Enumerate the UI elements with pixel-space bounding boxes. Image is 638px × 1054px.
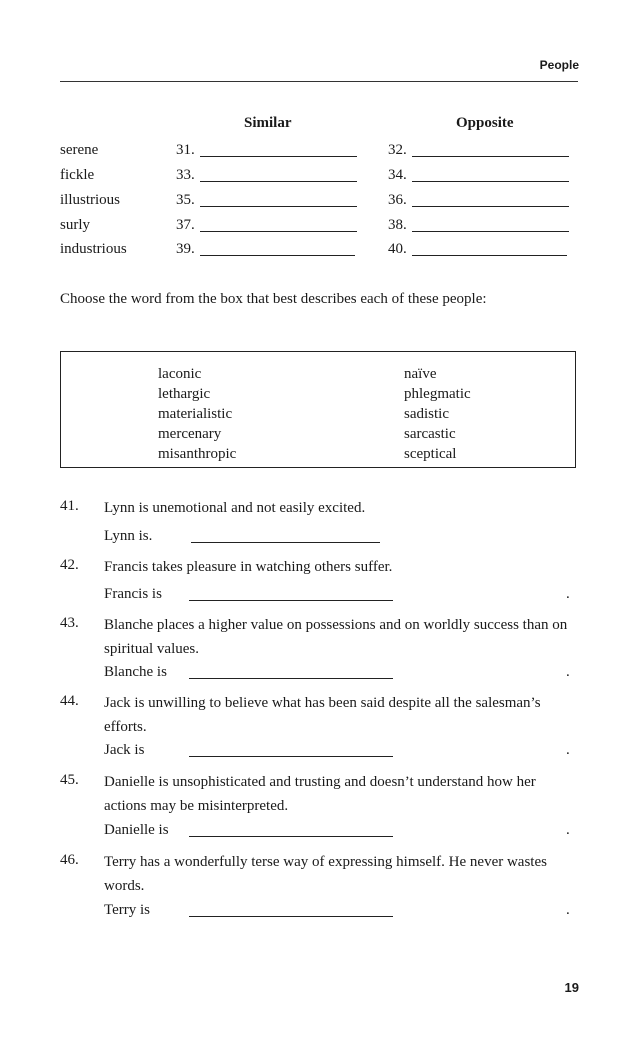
question-text: Blanche places a higher value on possessions and on worldly success than on spiritual values. [104,617,568,657]
question-number: 41. [60,498,79,514]
opposite-answer-blank[interactable] [412,206,569,207]
answer-prompt: Blanche is [104,664,167,680]
similar-answer-blank[interactable] [200,231,357,232]
answer-blank[interactable] [189,600,393,601]
question-number: 44. [60,693,79,709]
word-box-word: sarcastic [404,426,456,442]
answer-prompt: Terry is [104,902,151,918]
similar-item-number: 33. [176,167,195,183]
opposite-answer-blank[interactable] [412,156,569,157]
table-word: fickle [60,167,95,183]
opposite-item-number: 32. [388,142,407,158]
opposite-answer-blank[interactable] [412,255,567,256]
word-box-word: naïve [404,366,437,382]
answer-end-period: . [566,586,570,602]
similar-item-number: 39. [176,241,195,257]
question-text: Francis takes pleasure in watching others suffer. [104,559,393,575]
question-number: 42. [60,557,79,573]
word-box-word: lethargic [158,386,211,402]
similar-item-number: 35. [176,192,195,208]
word-box-word: materialistic [158,406,233,422]
table-word: illustrious [60,192,121,208]
table-word: surly [60,217,90,233]
page-number: 19 [564,980,579,995]
word-box-word: sadistic [404,406,449,422]
question-text: Danielle is unsophisticated and trusting and doesn’t understand how her actions may be misinterpreted. [104,774,536,814]
similar-answer-blank[interactable] [200,206,357,207]
answer-prompt: Jack is [104,742,145,758]
answer-prompt: Lynn is. [104,528,153,544]
answer-blank[interactable] [191,542,380,543]
question-number: 46. [60,852,79,868]
opposite-answer-blank[interactable] [412,181,569,182]
answer-end-period: . [566,742,570,758]
similar-item-number: 37. [176,217,195,233]
answer-end-period: . [566,902,570,918]
answer-blank[interactable] [189,916,393,917]
answer-blank[interactable] [189,678,393,679]
answer-prompt: Francis is [104,586,162,602]
word-box-right-column [404,364,471,464]
similar-item-number: 31. [176,142,195,158]
answer-blank[interactable] [189,836,393,837]
answer-prompt: Danielle is [104,822,169,838]
word-box-word: misanthropic [158,446,237,462]
opposite-column-header: Opposite [456,115,514,131]
header-rule [60,81,578,82]
table-word: industrious [60,241,127,257]
answer-end-period: . [566,664,570,680]
running-header: People [539,58,579,72]
question-text: Terry has a wonderfully terse way of expressing himself. He never wastes words. [104,854,547,894]
similar-answer-blank[interactable] [200,181,357,182]
word-box-word: mercenary [158,426,222,442]
opposite-item-number: 38. [388,217,407,233]
question-text: Lynn is unemotional and not easily excited. [104,500,366,516]
opposite-item-number: 34. [388,167,407,183]
similar-answer-blank[interactable] [200,255,355,256]
answer-blank[interactable] [189,756,393,757]
opposite-item-number: 36. [388,192,407,208]
question-number: 45. [60,772,79,788]
question-number: 43. [60,615,79,631]
opposite-answer-blank[interactable] [412,231,569,232]
word-box-word: laconic [158,366,202,382]
question-text: Jack is unwilling to believe what has been said despite all the salesman’s efforts. [104,695,541,735]
word-box-word: phlegmatic [404,386,471,402]
word-box-word: sceptical [404,446,457,462]
similar-column-header: Similar [244,115,292,131]
word-box [60,351,576,468]
similar-answer-blank[interactable] [200,156,357,157]
instructions-text: Choose the word from the box that best describes each of these people: [60,291,487,307]
table-word: serene [60,142,99,158]
answer-end-period: . [566,822,570,838]
word-box-left-column [158,364,236,464]
opposite-item-number: 40. [388,241,407,257]
